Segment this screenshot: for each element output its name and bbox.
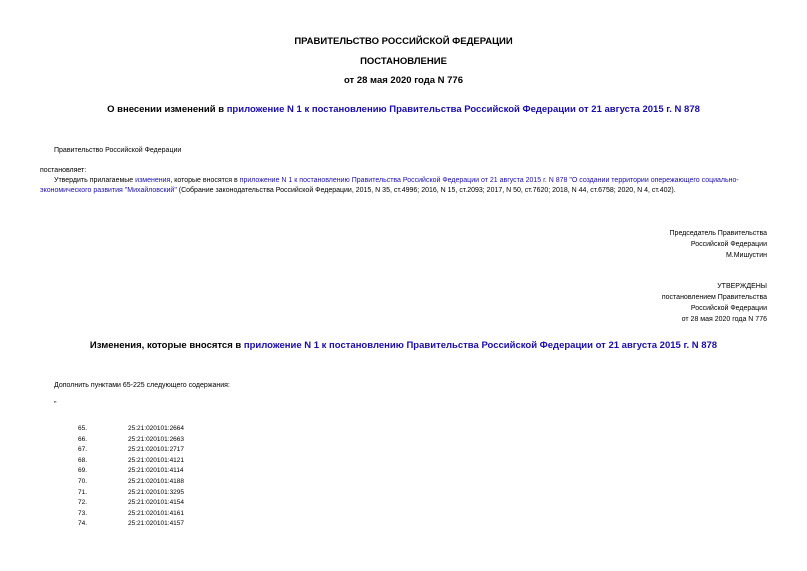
approval-line-4: от 28 мая 2020 года N 776 <box>681 316 767 323</box>
list-item <box>0 425 807 436</box>
approval-block <box>662 281 767 325</box>
list-item <box>0 446 807 457</box>
item-number: 68. <box>78 456 88 464</box>
item-number: 66. <box>78 435 88 443</box>
item-cadastral-code: 25:21:020101:4161 <box>128 509 185 517</box>
para-part-3: (Собрание законодательства Российской Федерации, 2015, N 35, ст.4996; 2016, N 15, ст.2093; 2017, N 50, ст.7620; 2018, N 44, ст.6758; 2020, N 4, ст.402). <box>176 187 676 194</box>
government-heading: ПРАВИТЕЛЬСТВО РОССИЙСКОЙ ФЕДЕРАЦИИ <box>294 36 513 47</box>
opening-quote: " <box>54 401 57 408</box>
list-item <box>0 520 807 531</box>
signature-line-1: Председатель Правительства <box>669 230 767 237</box>
list-item <box>0 489 807 500</box>
item-cadastral-code: 25:21:020101:2664 <box>128 425 185 432</box>
item-cadastral-code: 25:21:020101:2663 <box>128 435 185 443</box>
item-number: 70. <box>78 478 88 485</box>
item-number: 72. <box>78 499 88 507</box>
signature-block <box>670 228 767 261</box>
list-item <box>0 436 807 447</box>
changes-title-prefix: Изменения, которые вносятся в <box>89 340 244 351</box>
list-item <box>0 457 807 468</box>
document-type-heading: ПОСТАНОВЛЕНИЕ <box>360 56 447 67</box>
item-cadastral-code: 25:21:020101:2717 <box>128 446 185 454</box>
item-cadastral-code: 25:21:020101:4121 <box>128 456 185 464</box>
document-title-link[interactable]: приложение N 1 к постановлению Правительства Российской Федерации от 21 августа 2015 г. N 878 <box>226 104 700 115</box>
list-item <box>0 499 807 510</box>
changes-title <box>0 340 807 351</box>
resolution-paragraph <box>40 176 770 196</box>
list-item <box>0 467 807 478</box>
changes-link[interactable]: изменения <box>135 177 171 184</box>
government-text: Правительство Российской Федерации <box>54 147 182 154</box>
item-number: 69. <box>78 467 88 475</box>
document-date: от 28 мая 2020 года N 776 <box>343 75 464 86</box>
list-item <box>0 478 807 489</box>
para-part-2: , которые вносятся в <box>170 177 240 184</box>
approval-line-3: Российской Федерации <box>690 305 767 312</box>
item-number: 67. <box>78 446 88 454</box>
para-part-1: Утвердить прилагаемые <box>54 177 136 184</box>
item-cadastral-code: 25:21:020101:4188 <box>128 478 185 485</box>
changes-title-link[interactable]: приложение N 1 к постановлению Правительства Российской Федерации от 21 августа 2015 г. N 878 <box>243 340 718 351</box>
approval-line-2: постановлением Правительства <box>661 294 767 301</box>
item-number: 71. <box>78 488 88 496</box>
instruction-text: Дополнить пунктами 65-225 следующего содержания: <box>54 382 230 389</box>
signature-line-2: Российской Федерации <box>690 241 767 248</box>
list-item <box>0 510 807 521</box>
item-cadastral-code: 25:21:020101:4157 <box>128 520 185 528</box>
approval-line-1: УТВЕРЖДЕНЫ <box>717 283 767 290</box>
item-cadastral-code: 25:21:020101:4114 <box>128 467 184 475</box>
signature-line-3: М.Мишустин <box>725 252 767 259</box>
item-number: 74. <box>78 520 88 528</box>
item-cadastral-code: 25:21:020101:4154 <box>128 499 185 507</box>
item-number: 73. <box>78 509 88 517</box>
document-title-prefix: О внесении изменений в <box>107 104 227 115</box>
document-title <box>0 104 807 115</box>
resolves-text: постановляет: <box>40 167 87 174</box>
item-number: 65. <box>78 425 88 432</box>
item-cadastral-code: 25:21:020101:3295 <box>128 488 185 496</box>
appendix-link[interactable]: приложение N 1 к постановлению Правительства Российской Федерации от 21 августа 2015 г. N 878 "О создании территории опережающего социально-экономического развития "Михайловский" <box>40 177 739 194</box>
